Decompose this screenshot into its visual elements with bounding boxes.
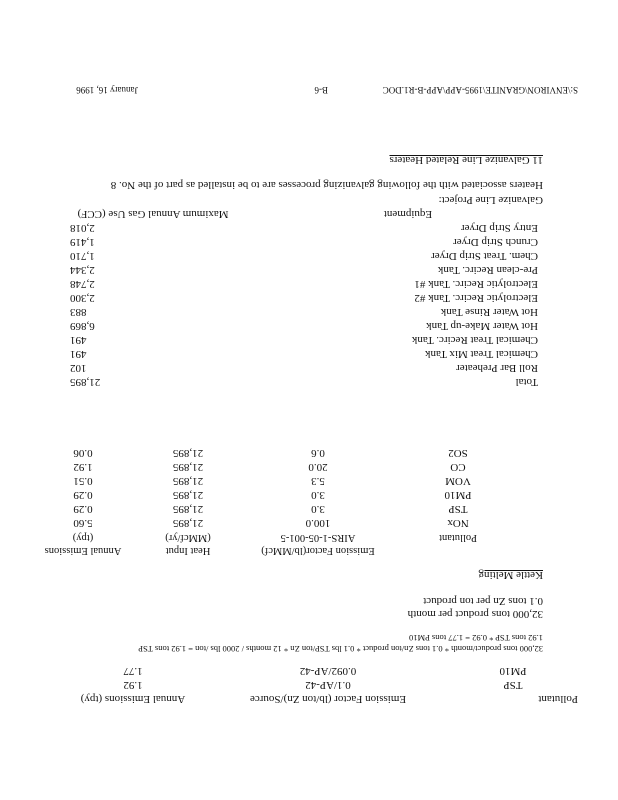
gas-equipment: Crunch Strip Dryer xyxy=(453,236,538,248)
gas-table-row xyxy=(0,319,618,332)
emission-pollutant: VOM xyxy=(445,475,471,487)
emission-header-airs: AIRS-1-05-001-5 xyxy=(280,532,356,543)
gas-use: 2,344 xyxy=(70,264,95,276)
gas-table-row xyxy=(0,221,618,234)
emission-table-header-line1 xyxy=(0,544,618,557)
emission-table-row xyxy=(0,446,618,459)
gas-equipment: Chem. Treat Strip Dryer xyxy=(431,250,538,262)
gas-equipment: Roll Bar Preheater xyxy=(456,362,538,374)
gas-equipment: Chemical Treat Recirc. Tank xyxy=(411,334,538,346)
gas-use: 2,300 xyxy=(70,292,95,304)
factor-value: 0.092/AP-42 xyxy=(299,665,357,677)
gas-equipment: Chemical Treat Mix Tank xyxy=(425,348,538,360)
factor-pollutant: PM10 xyxy=(499,665,527,677)
calc-line-pm10: 1.92 tons TSP * 0.92 = 1.77 tons PM10 xyxy=(409,633,543,643)
footer-path: S:\ENVIRON\GRANITE\1995-APP\APP-B-R1.DOC xyxy=(382,85,578,95)
gas-equipment: Pre-clean Recirc. Tank xyxy=(437,264,538,276)
emission-heat-input: 21,895 xyxy=(172,475,204,487)
emission-factor: 20.0 xyxy=(308,461,328,473)
emission-table-row xyxy=(0,460,618,473)
calc-line-tsp: 32,000 tons product/month * 0.1 tons Zn/ton product * 0.1 lbs TSP/ton Zn * 12 months / 2000 lbs /ton = 1.92 tons TSP xyxy=(138,644,543,654)
emission-annual: 0.51 xyxy=(73,475,93,487)
gas-table-row xyxy=(0,263,618,276)
emission-heat-input: 21,895 xyxy=(172,461,204,473)
factor-header-pollutant: Pollutant xyxy=(538,693,578,705)
factor-table-row xyxy=(0,664,618,677)
gas-equipment: Hot Water Make-up Tank xyxy=(426,320,538,332)
emission-pollutant: CO xyxy=(450,461,466,473)
gas-table-row xyxy=(0,333,618,346)
gas-table-row xyxy=(0,347,618,360)
footer-date: January 16, 1996 xyxy=(76,85,138,95)
emission-factor: 100.0 xyxy=(305,517,331,529)
emission-factor: 3.0 xyxy=(311,489,325,501)
gas-use: 6,869 xyxy=(70,320,95,332)
emission-header-pollutant: Pollutant xyxy=(439,532,477,543)
footer-page-number: B-6 xyxy=(314,85,328,95)
gas-header-equipment: Equipment xyxy=(383,208,433,220)
emission-header-mmcf: (MMcf/yr) xyxy=(165,532,211,543)
emission-annual: 0.29 xyxy=(73,489,93,501)
emission-header-input: Heat Input xyxy=(165,545,211,556)
emission-pollutant: NOx xyxy=(447,517,469,529)
gas-use: 1,710 xyxy=(70,250,95,262)
gas-total-row xyxy=(0,375,618,388)
emission-factor: 3.0 xyxy=(311,503,325,515)
emission-annual: 1.92 xyxy=(73,461,93,473)
factor-table-header xyxy=(0,692,618,705)
factor-emissions: 1.92 xyxy=(123,679,143,691)
factor-header-factor: Emission Factor (lb/ton Zn)/Source xyxy=(249,693,407,705)
gas-table-header xyxy=(0,207,618,220)
emission-table-row xyxy=(0,474,618,487)
factor-value: 0.1/AP-42 xyxy=(305,679,351,691)
emission-header-factor: Emission Factor(lb/MMcf) xyxy=(261,545,375,556)
intro-line-2: Galvanize Line Project: xyxy=(438,194,543,206)
emission-heat-input: 21,895 xyxy=(172,447,204,459)
gas-use: 102 xyxy=(70,362,87,374)
gas-equipment: Electrolytic Recirc. Tank #1 xyxy=(414,278,538,290)
intro-line-1: Heaters associated with the following galvanizing processes are to be installed as part of the No. 8 xyxy=(110,179,543,191)
gas-use: 883 xyxy=(70,306,87,318)
gas-table-row xyxy=(0,291,618,304)
gas-total-value: 21,895 xyxy=(70,376,101,388)
emission-annual: 0.06 xyxy=(73,447,93,459)
emission-factor: 5.3 xyxy=(311,475,325,487)
gas-equipment: Entry Strip Dryer xyxy=(461,222,538,234)
emission-pollutant: PM10 xyxy=(444,489,472,501)
kettle-product-rate: 32,000 tons product per month xyxy=(407,608,543,620)
factor-pollutant: TSP xyxy=(503,679,523,691)
gas-table-row xyxy=(0,249,618,262)
gas-table-row xyxy=(0,361,618,374)
emission-table-row xyxy=(0,516,618,529)
gas-table-row xyxy=(0,277,618,290)
emission-header-annual: Annual Emissions xyxy=(44,545,122,556)
emission-pollutant: SO2 xyxy=(448,447,468,459)
gas-equipment: Hot Water Rinse Tank xyxy=(440,306,538,318)
gas-equipment: Electrolytic Recirc. Tank #2 xyxy=(414,292,538,304)
emission-heat-input: 21,895 xyxy=(172,517,204,529)
section-title: 11 Galvanize Line Related Heaters xyxy=(389,154,543,166)
emission-header-tpy: (tpy) xyxy=(72,532,94,543)
gas-table-row xyxy=(0,235,618,248)
emission-annual: 0.29 xyxy=(73,503,93,515)
emission-factor: 0.6 xyxy=(311,447,325,459)
gas-total-label: Total xyxy=(515,376,538,388)
gas-use: 491 xyxy=(70,348,87,360)
gas-use: 1,419 xyxy=(70,236,95,248)
factor-table-row xyxy=(0,678,618,691)
emission-table-row xyxy=(0,488,618,501)
emission-annual: 5.60 xyxy=(73,517,93,529)
emission-table-row xyxy=(0,502,618,515)
emission-pollutant: TSP xyxy=(448,503,468,515)
kettle-zn-rate: 0.1 tons Zn per ton product xyxy=(423,595,543,607)
gas-use: 491 xyxy=(70,334,87,346)
gas-use: 2,748 xyxy=(70,278,95,290)
emission-table-header-line2 xyxy=(0,531,618,544)
factor-emissions: 1.77 xyxy=(123,665,143,677)
emission-heat-input: 21,895 xyxy=(172,503,204,515)
gas-header-use: Maximum Annual Gas Use (CCF) xyxy=(77,208,229,220)
factor-header-emissions: Annual Emissions (tpy) xyxy=(80,693,186,705)
kettle-heading: Kettle Melting xyxy=(478,569,543,581)
gas-use: 2,018 xyxy=(70,222,95,234)
emission-heat-input: 21,895 xyxy=(172,489,204,501)
gas-table-row xyxy=(0,305,618,318)
